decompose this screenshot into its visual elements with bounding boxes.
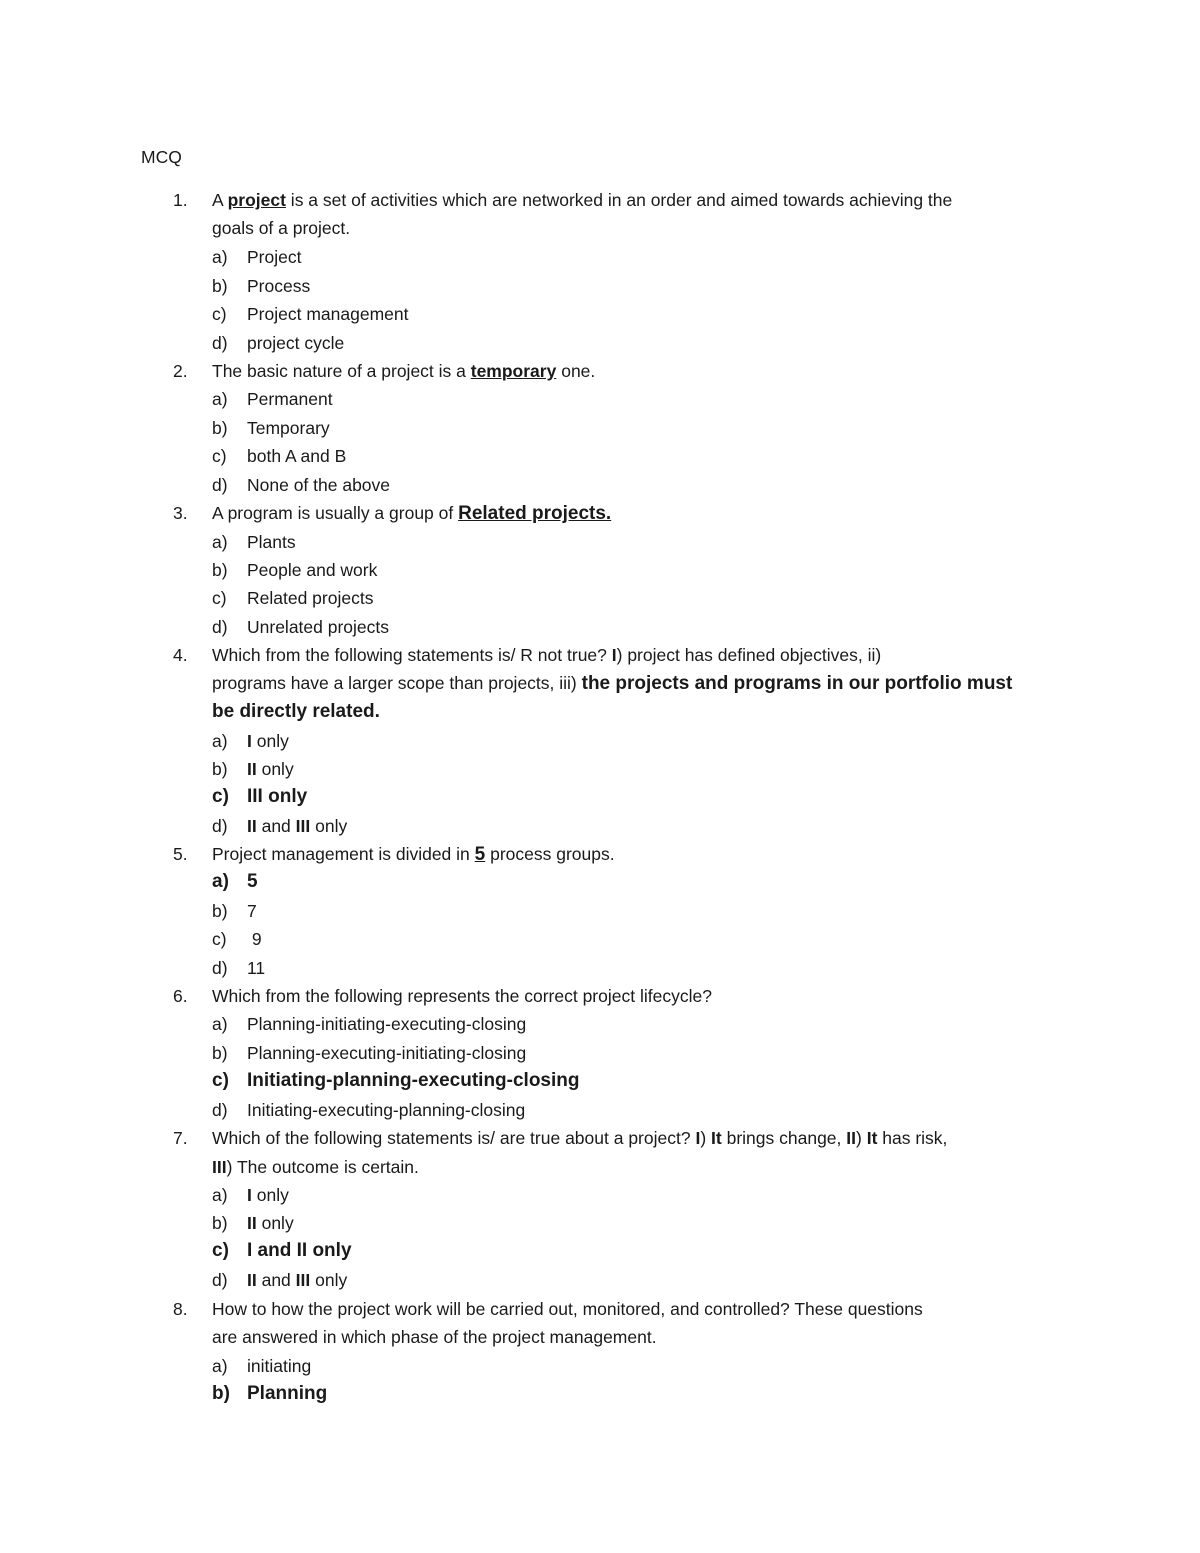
question-4-text: Which from the following statements is/ R not true? I) project has defined objectives, ii) xyxy=(212,645,882,665)
option-letter: b) xyxy=(212,1213,228,1233)
option-letter: d) xyxy=(212,333,228,353)
option-letter: c) xyxy=(212,446,227,466)
answer-highlight: temporary xyxy=(470,361,557,381)
option-text: 11 xyxy=(247,958,266,978)
option-text: 7 xyxy=(247,901,257,921)
option-text: both A and B xyxy=(247,446,347,466)
option-letter: b) xyxy=(212,759,228,779)
option-letter: b) xyxy=(212,276,228,296)
question-3-text: A program is usually a group of Related projects. xyxy=(212,503,612,524)
option-text: Unrelated projects xyxy=(247,617,390,637)
correct-option-text: Initiating-planning-executing-closing xyxy=(247,1070,580,1091)
option-text: I only xyxy=(247,1185,289,1205)
option-letter: a) xyxy=(212,389,228,409)
answer-highlight: 5 xyxy=(474,844,486,865)
question-4-text-cont: programs have a larger scope than projects, iii) the projects and programs in our portfolio must xyxy=(212,673,1013,694)
correct-option-text: Planning xyxy=(247,1383,328,1404)
option-text: Project management xyxy=(247,304,409,324)
question-2-number: 2. xyxy=(173,361,188,381)
question-7-text-cont: III) The outcome is certain. xyxy=(212,1157,419,1177)
option-letter: d) xyxy=(212,816,228,836)
option-text: Project xyxy=(247,247,302,267)
option-letter: b) xyxy=(212,560,228,580)
option-letter: d) xyxy=(212,617,228,637)
correct-option-letter: c) xyxy=(212,1240,229,1261)
correct-option-letter: b) xyxy=(212,1383,230,1404)
option-letter: a) xyxy=(212,247,228,267)
option-letter: d) xyxy=(212,475,228,495)
option-text: project cycle xyxy=(247,333,345,353)
option-text: I only xyxy=(247,731,289,751)
option-letter: c) xyxy=(212,929,227,949)
question-4-text-cont2: be directly related. xyxy=(212,701,380,722)
option-text: Process xyxy=(247,276,311,296)
question-6-text: Which from the following represents the correct project lifecycle? xyxy=(212,986,712,1006)
question-5-number: 5. xyxy=(173,844,188,864)
question-7-text: Which of the following statements is/ are true about a project? I) It brings change, II) It has risk, xyxy=(212,1128,948,1148)
option-text: II only xyxy=(247,1213,294,1233)
option-text: Permanent xyxy=(247,389,333,409)
option-letter: c) xyxy=(212,588,227,608)
answer-highlight: project xyxy=(227,190,286,210)
correct-option-text: III only xyxy=(247,786,308,807)
question-2-text: The basic nature of a project is a temporary one. xyxy=(212,361,596,381)
correct-option-letter: a) xyxy=(212,871,229,892)
question-8-text: How to how the project work will be carried out, monitored, and controlled? These questions xyxy=(212,1299,923,1319)
option-text: II only xyxy=(247,759,294,779)
question-4-number: 4. xyxy=(173,645,188,665)
option-text: Plants xyxy=(247,532,296,552)
option-letter: d) xyxy=(212,958,228,978)
option-text: Initiating-executing-planning-closing xyxy=(247,1100,526,1120)
question-6-number: 6. xyxy=(173,986,188,1006)
option-letter: a) xyxy=(212,1185,228,1205)
answer-highlight: the projects and programs in our portfolio must xyxy=(581,673,1013,694)
option-letter: a) xyxy=(212,1356,228,1376)
option-text: Planning-executing-initiating-closing xyxy=(247,1043,527,1063)
option-letter: b) xyxy=(212,901,228,921)
option-text: Temporary xyxy=(247,418,330,438)
correct-option-text: 5 xyxy=(247,871,258,892)
document-heading: MCQ xyxy=(141,147,182,167)
question-3-number: 3. xyxy=(173,503,188,523)
answer-highlight: Related projects. xyxy=(458,503,612,524)
question-8-number: 8. xyxy=(173,1299,188,1319)
option-text: Planning-initiating-executing-closing xyxy=(247,1014,527,1034)
option-letter: a) xyxy=(212,1014,228,1034)
option-letter: a) xyxy=(212,731,228,751)
option-letter: d) xyxy=(212,1100,228,1120)
question-1-text-cont: goals of a project. xyxy=(212,218,351,238)
option-text: II and III only xyxy=(247,816,348,836)
question-1-number: 1. xyxy=(173,190,188,210)
option-text: People and work xyxy=(247,560,378,580)
question-1-text: A project is a set of activities which are networked in an order and aimed towards achieving the xyxy=(212,190,953,210)
option-text: 9 xyxy=(247,929,262,949)
correct-option-letter: c) xyxy=(212,1070,229,1091)
option-text: None of the above xyxy=(247,475,391,495)
correct-option-text: I and II only xyxy=(247,1240,352,1261)
option-text: initiating xyxy=(247,1356,312,1376)
option-text: Related projects xyxy=(247,588,374,608)
option-text: II and III only xyxy=(247,1270,348,1290)
question-5-text: Project management is divided in 5 process groups. xyxy=(212,844,615,865)
option-letter: c) xyxy=(212,304,227,324)
question-7-number: 7. xyxy=(173,1128,188,1148)
option-letter: a) xyxy=(212,532,228,552)
option-letter: b) xyxy=(212,418,228,438)
question-8-text-cont: are answered in which phase of the project management. xyxy=(212,1327,657,1347)
option-letter: b) xyxy=(212,1043,228,1063)
correct-option-letter: c) xyxy=(212,786,229,807)
option-letter: d) xyxy=(212,1270,228,1290)
